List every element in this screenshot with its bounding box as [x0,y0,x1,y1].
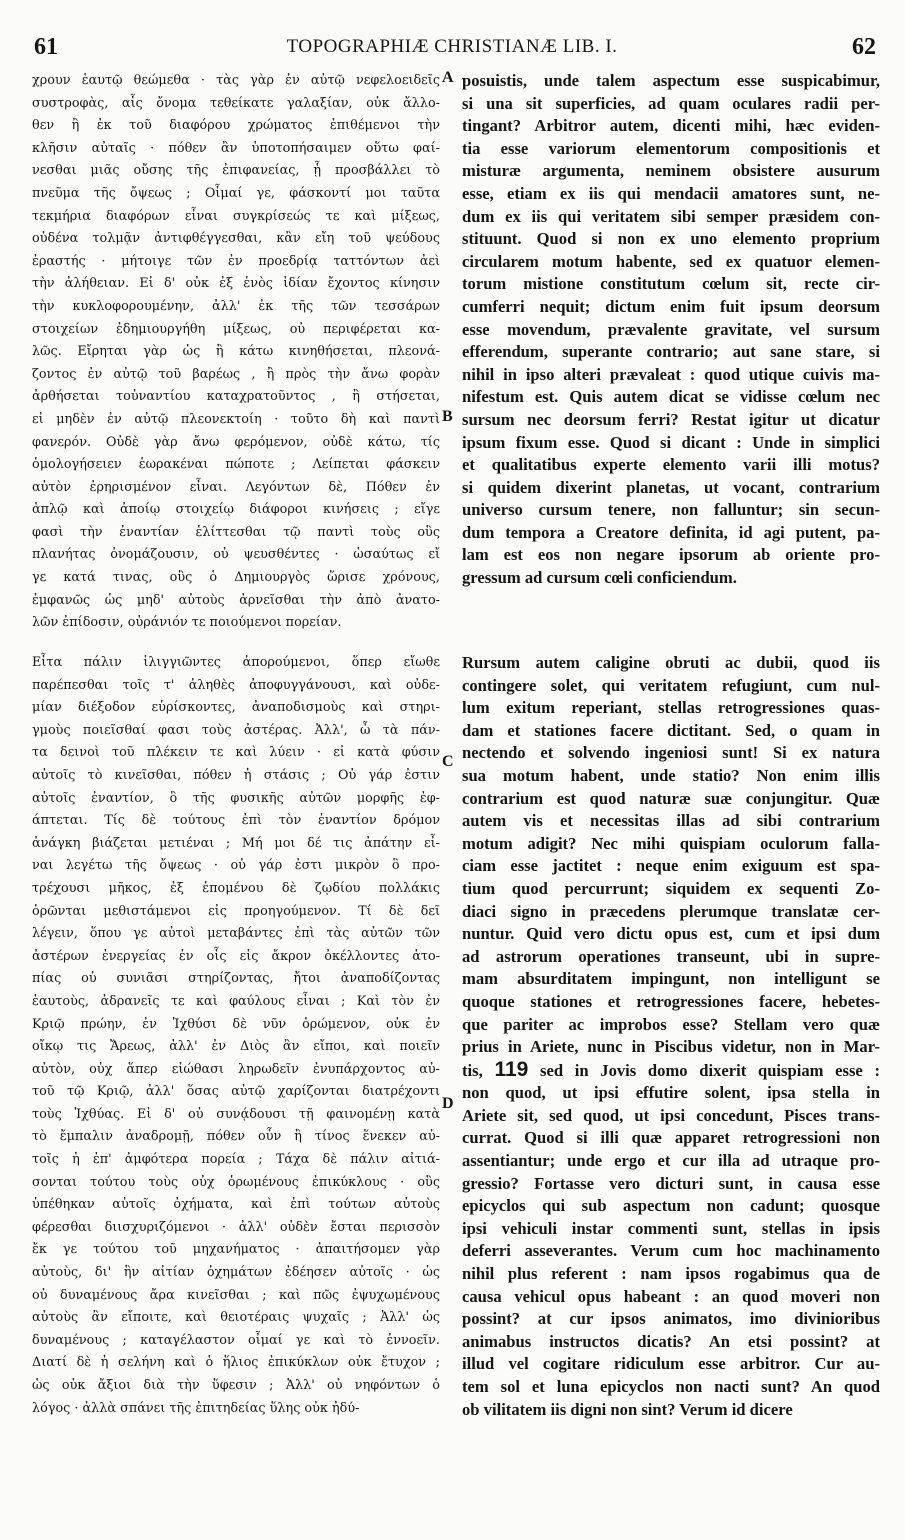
text-line: circularem motum habente, sed ex quatuor elemen- [462,251,880,271]
section-marker-c: C [442,753,454,770]
text-line: tem sol et luna epicyclos non nacti sunt? An quod [462,1377,880,1396]
text-line: prius in Ariete, nunc in Piscibus videtur, non in Mar- [462,1037,880,1057]
text-line: cumferri nequit; dictum enim fuit ipsum deorsum [462,296,880,316]
text-line: συστροφὰς, αἷς ὄνομα τεθείκατε γαλαξίαν, οὐκ ἄλλο- [32,95,440,111]
text-line: tium quod percurrunt; siquidem ex sequenti Zo- [462,878,880,898]
text-line: πνεῦμα τῆς ὄψεως ; Οἶμαί γε, φάσκοντί μοι ταῦτα [32,185,440,201]
text-line: φασὶ τὴν ἐναντίαν ἑλίττεσθαι τῷ παντὶ τοὺς οὓς [32,524,440,540]
text-line: ἁπλῷ καὶ ἀποίῳ στοιχείῳ διάφοροι κινήσεις ; εἴγε [32,502,440,518]
text-line: λόγος · ἀλλὰ σπάνει τῆς ἐπιτηδείας ὕλης οὐκ ἠδύ- [32,1400,360,1416]
text-line: possint? at cur ipsos animatos, imo divinioribus [462,1309,880,1329]
text-line: dum tempora a Creatore definita, id agi putent, pa- [462,522,880,542]
text-line: torum mistione constitutum cœlum sit, recte cir- [462,274,880,294]
page-header [28,34,876,64]
text-line: φέρεσθαι διισχυριζόμενοι · ἀλλ' οὐδὲν ἔσται περισσὸν [32,1219,440,1235]
text-line: αὐτοῖς τὸ κινεῖσθαι, πόθεν ἡ στάσις ; Οὐ γάρ ἐστιν [32,767,440,783]
text-line: nuntur. Quid vero dictu opus est, cum et ipsi dum [462,924,880,944]
text-line: currat. Quod si illi quæ apparet retrogressioni non [462,1128,880,1148]
text-line: ipsum fixum esse. Quod si dicant : Unde in simplici [462,432,880,452]
text-line: πλανήτας ὀνομάζουσιν, οὐ ψευσθέντες · ὡσαύτως εἴ [32,547,440,563]
text-line: illud vel cogitare ridiculum esse arbitror. Cur au- [462,1354,880,1374]
text-line: ciam esse jactitet : neque enim exiguum est spa- [462,856,880,876]
text-line: θεν ἢ ἐκ τοῦ διαφόρου χρώματος ἐπιθέμενοι τὴν [32,118,440,134]
text-line: Κριῷ πρώην, ἐν Ἰχθύσι δὲ νῦν ὁρώμενον, οὐκ ἐν [32,1016,440,1032]
text-line: αὐτοὺς ἂν εἴποιτε, καὶ θειοτέραις ψυχαῖς ; Ἀλλ' ὡς [32,1310,440,1326]
text-line: sursum nec deorsum ferri? Restat igitur ut dicatur [462,409,880,429]
text-line: sua motum habent, unde statio? Non enim illis [462,765,880,785]
text-line: que pariter ac improbos esse? Stellam vero quæ [462,1014,880,1034]
text-line: universo cursum tenere, non falluntur; sin secun- [462,500,880,520]
text-line: ob vilitatem iis digni non sint? Verum id dicere [462,1399,793,1419]
section-marker-b: B [442,408,453,425]
text-line: diaci signo in præcedens plerumque translatæ cer- [462,901,880,921]
text-line: deferri asseverantes. Verum cum hoc machinamento [462,1241,880,1261]
text-line: εἰ μηδὲν ἐν αὐτῷ πλεονεκτοίη · τοῦτο δὴ καὶ παντὶ [32,411,440,427]
text-line: esse movendum, prævalente gravitate, vel sursum [462,319,880,339]
text-line: τὸ ἔμπαλιν ἀναδρομῇ, πόθεν οὖν ἢ τίνος ἕνεκεν αὐ- [32,1129,440,1145]
text-line: χρουν ἑαυτῷ θεώμεθα · τὰς γὰρ ἐν αὐτῷ νεφελοειδεῖς [32,73,440,88]
text-line: contingere solet, qui veritatem refugiunt, cum nul- [462,675,880,695]
text-line: ὁμολογήσειεν ἑωρακέναι πώποτε ; Λείπεται φάσκειν [32,457,440,473]
text-line: ἐμφανῶς ὡς μηδ' αὐτοὺς ἀρνεῖσθαι τὴν ἀπὸ ἀνατο- [32,592,440,608]
text-line: σονται τούτου τοὺς οὐχ ὁρωμένους ἐπικύκλους · οὓς [32,1174,440,1190]
text-line: τοῖς ἡ ἐπ' ἀμφότερα πορεία ; Τάχα δὲ πάλιν αἰτιά- [32,1152,440,1168]
text-line: esse, etiam ex iis qui mendacii amatores sunt, ne- [462,183,880,203]
text-line: λέγειν, ὅπου γε αὐτοὶ μεταβάντες ἐπὶ τὰς αὐτῶν τῶν [32,926,440,942]
text-line: γμοὺς ποιεῖσθαί φασι τοὺς ἀστέρας. Ἀλλ', ὦ τὰ πάν- [32,722,440,738]
text-line: Ariete sit, sed quod, ut ipsi concedunt, Pisces trans- [462,1105,880,1125]
page-number-left: 61 [34,34,58,60]
text-line: tingant? Arbitror autem, dicenti mihi, hæc eviden- [462,116,880,136]
text-line: lum exitum reperiant, stellas retrogressiones quas- [462,698,880,718]
text-line: οὐ δυναμένους ἄρα κινεῖσθαι ; καὶ πῶς ἐψυχωμένους [32,1287,440,1303]
text-line: posuistis, unde talem aspectum esse suspicabimur, [462,71,880,90]
text-line: Διατί δὲ ἡ σελήνη καὶ ὁ ἥλιος ἐπικύκλων οὐκ ἔτυχον ; [32,1355,440,1371]
page-number-right: 62 [852,34,876,60]
text-line: ad astrorum operationes transeunt, ubi in supre- [462,946,880,966]
section-marker-a: A [442,69,454,86]
text-line: ἀρθήσεται τοὐναντίου καταχρατοῦντος , ἢ στήσεται, [32,389,440,405]
text-line: motum adigit? Nec mihi quispiam oculorum falla- [462,833,880,853]
text-line: ἀστέρων ἐνεργείας ἐν οἷς εἰς ἄκρον ὀκέλλοντες ἀτο- [32,948,440,964]
text-line: νεσθαι μιᾶς οὔσης τῆς ἐπιφανείας, ᾗ προσβάλλει τὸ [32,163,440,179]
text-line: ἑαυτοὺς, ἀδρανεῖς τε καὶ φαύλους εἶναι ; Καὶ τὸν ἐν [32,993,440,1009]
text-line: efferendum, superante contrario; aut sane stare, si [462,342,880,362]
text-line: μίαν διέξοδον εὑρίσκοντες, ἀναποδισμοὺς καὶ στηρι- [32,700,440,716]
latin-text-block-1 [462,70,880,590]
text-line: si una sit superficies, ad quam oculares radii per- [462,93,880,113]
text-line: ζοντος ἐν αὐτῷ τοῦ βαρέως , ἢ πρὸς τὴν ἄνω φορὰν [32,366,440,382]
text-line: τὴν κυκλοφορουμένην, ἀλλ' ἐκ τῆς τῶν τεσσάρων [32,298,440,314]
text-line: πίας οὐ συνιᾶσι στηρίζοντας, ἤτοι ἀναποδίζοντας [32,971,440,987]
text-line: αὐτὸν ἐρηρισμένον εἶναι. Λεγόντων δὲ, Πόθεν ἐν [32,479,440,495]
folio-number: 119 [494,1058,529,1081]
text-line: ὁρῶνται μεθιστάμενοι εἰς προηγούμενον. Τί δὲ δεῖ [32,903,440,919]
text-line: άπτεται. Τίς δὲ τούτους ἐπὶ τὸν ἐναντίον δρόμον [32,813,440,829]
text-line: στοιχείων ἐδημιουργήθη μίξεως, οὐ περιφέρεται κα- [32,321,440,337]
text-line: τὴν ἀλήθειαν. Εἰ δ' οὐκ ἐξ ἑνὸς ἰδίαν ἔχοντος κίνησιν [32,276,440,292]
text-line: si quidem dixerint planetas, ut vocant, contrarium [462,477,880,497]
text-line: dum ex iis qui veritatem sibi semper præsidem con- [462,206,880,226]
text-line: nihil in ipso alteri prævaleat : quod utique cuivis ma- [462,364,880,384]
text-line: δυναμένους ; καταγέλαστον οἶμαί γε καὶ τὸ ἐννοεῖν. [32,1332,440,1348]
text-line: non quod, ut ipsi effutire solent, ipsa stella in [462,1083,880,1103]
text-line: misturæ argumenta, neminem obsistere ausurum [462,161,880,181]
text-line: quoque stationes et retrogressiones facere, hebetes- [462,991,880,1011]
text-line: κλῆσιν αὐταῖς · πόθεν ἂν ὑποτοπήσαιμεν οὕτω φαί- [32,140,440,156]
text-line: mam absurditatem impingunt, non intelligunt se [462,969,880,989]
text-line: animabus instructos dicatis? An etsi possint? at [462,1331,880,1351]
text-line: nihil plus referent : nam ipsos rogabimus qua de [462,1264,880,1284]
text-line: stituunt. Quod si non ex uno elemento proprium [462,229,880,249]
greek-text-block-1 [32,70,440,635]
text-line: nectendo et solvendo ingeniosi sunt! Si ex natura [462,743,880,763]
text-line: ἐραστής · μήτοιγε τῶν ἐν προεδρίᾳ ταττόντων ἀεὶ [32,253,440,269]
text-line: λῶν ἐπίδοσιν, οὐράνιόν τε ποιούμενοι πορείαν. [32,615,342,631]
text-line: οἴκῳ τις Ἄρεως, ἀλλ' ἐν Διὸς ἂν εἴποι, καὶ ποιεῖν [32,1039,440,1055]
text-line: λῶς. Εἴρηται γὰρ ὡς ἢ κάτω κινηθήσεται, πλεονά- [32,344,440,360]
text-line: ipsi vehiculi instar commenti sunt, stellas in ipsis [462,1218,880,1238]
text-line: γε κατά τινας, οὓς ὁ Δημιουργὸς ὥρισε χρόνους, [32,570,440,586]
text-line: οὐδένα τολμᾷν ἀντιφθέγγεσθαι, κἂν εἴη τοῦ ψεύδους [32,231,440,247]
text-line: autem vis et necessitas illas ad sibi contrarium [462,811,880,831]
text-line: τοῦ τῷ Κριῷ, ἀλλ' ὅσας αὐτῷ χαρίζονται διατρέχοντι [32,1084,440,1100]
text-line: epicyclos qui sub aspectum non cadunt; quosque [462,1196,880,1216]
text-line: αὐτοὺς, δι' ἣν αἰτίαν ὀχημάτων ἐδέησεν αὐτοῖς · ὡς [32,1265,440,1281]
text-line: contrarium est quod naturæ suæ conjungitur. Quæ [462,788,880,808]
text-line: gressio? Fortasse vero dicturi sunt, in causa esse [462,1173,880,1193]
text-fragment: tis, [462,1060,495,1080]
text-line: assentiantur; unde ergo et cur illa ad utraque pro- [462,1151,880,1171]
text-line: ἀνάγκη βιάζεται μετιέναι ; Μή μοι δέ τις ἀπάτην εἶ- [32,835,440,851]
text-line: nifestum est. Quis autem dicat se vidisse cœlum nec [462,387,880,407]
greek-text-block-2 [32,652,440,1420]
text-line: παρέπεσθαι τοῖς τ' ἀληθὲς ἀποφυγγάνουσι, καὶ οὐδε- [32,677,440,693]
running-title: TOPOGRAPHIÆ CHRISTIANÆ LIB. I. [286,36,618,57]
section-marker-d: D [442,1095,454,1112]
text-line: ἔκ γε τούτου τοῦ μηχανήματος · ἀπαιτήσομεν γὰρ [32,1242,440,1258]
text-line: ναι λεγέτω τῆς ὄψεως · οὐ γάρ ἐστι μικρὸν ὃ προ- [32,858,440,874]
text-line: τρέχουσι μῆκος, ἐξ ἑπομένου δὲ ζῳδίου πολλάκις [32,880,440,896]
text-line: ὡς οὐκ ἄξιοι διὰ τὴν ὕφεσιν ; Ἀλλ' οὐ νηφόντων ὁ [32,1378,440,1393]
text-line: Εἶτα πάλιν ἰλιγγιῶντες ἀπορούμενοι, ὅπερ εἴωθε [32,655,440,670]
text-line: αὐτοῖς ἐναντίον, ὃ τῆς φυσικῆς αὐτῶν μορφῆς ἐφ- [32,790,440,806]
text-line: Rursum autem caligine obruti ac dubii, quod iis [462,653,880,672]
latin-text-block-2 [462,652,880,1421]
text-line: gressum ad cursum cœli conficiendum. [462,568,737,588]
text-line: lam est eos non negare ipsorum ab oriente pro- [462,545,880,565]
text-line: τοὺς Ἰχθύας. Εἰ δ' οὐ συνᾴδουσι τῇ φαινομένῃ κατὰ [32,1106,440,1122]
text-line: tia esse variorum elementorum compositionis et [462,138,880,158]
text-line: dam et stationes facere dictitant. Sed, o quam in [462,720,880,740]
text-line: ὑπέθηκαν αὐτοῖς ὀχήματα, καὶ ἐπὶ τούτων αὐτοὺς [32,1197,440,1213]
text-line: τα δεινοὶ τοῦ πλέκειν τε καὶ λύειν · εἰ κατὰ φύσιν [32,745,440,761]
text-line: et qualitatibus experte elemento varii illi motus? [462,455,880,475]
text-fragment: sed in Jovis domo dixerit quispiam esse : [528,1060,880,1080]
text-line: τεκμήρια διαφόρων εἶναι συγκρίσεώς τε καὶ μίξεως, [32,208,440,224]
text-line: causa vehicul opus habeant : an quod moveri non [462,1286,880,1306]
text-line: αὐτὸν, οὐχ ἅπερ εἰώθασι ληρωδεῖν ἐνυπάρχοντος αὐ- [32,1061,440,1077]
text-line: φανερόν. Οὐδὲ γὰρ ἄνω φερόμενον, οὐδὲ κάτω, τίς [32,434,440,450]
text-line-with-folio [462,1059,880,1083]
